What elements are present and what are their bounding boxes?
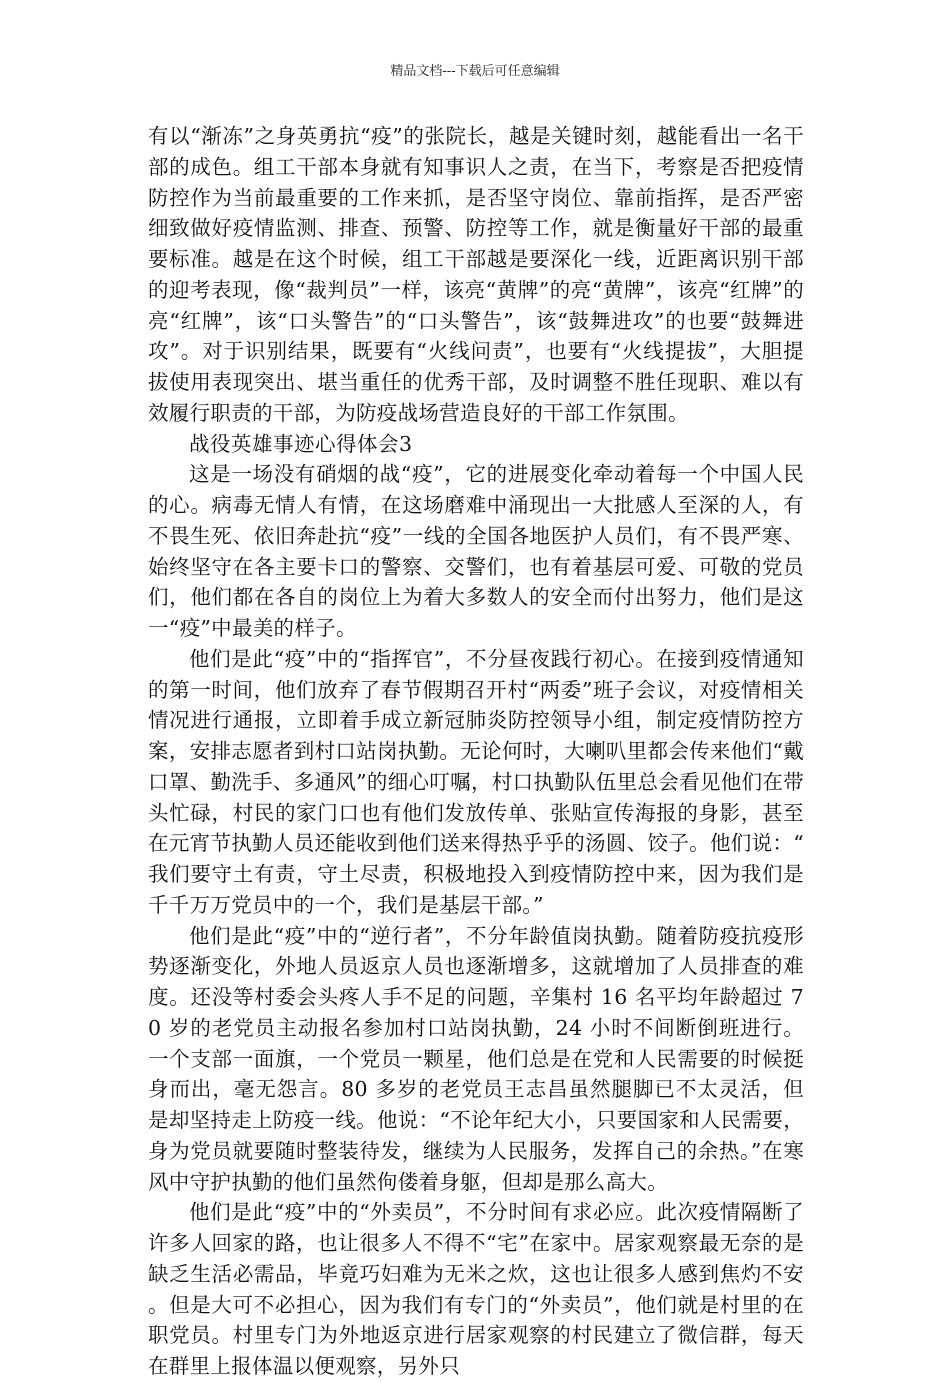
page-header: 精品文档---下载后可任意编辑 — [390, 64, 560, 79]
paragraph-3: 他们是此“疫”中的“指挥官”，不分昼夜践行初心。在接到疫情通知的第一时间，他们放弃了春节假期召开村“两委”班子会议，对疫情相关情况进行通报，立即着手成立新冠肺炎防控领导小组，制定疫情防控方案，安排志愿者到村口站岗执勤。无论何时，大喇叭里都会传来他们“戴口罩、勤洗手、多通风”的细心叮嘱，村口执勤队伍里总会看见他们在带头忙碌，村民的家门口也有他们发放传单、张贴宣传海报的身影，甚至在元宵节执勤人员还能收到他们送来得热乎乎的汤圆、饺子。他们说：“我们要守土有责，守土尽责，积极地投入到疫情防控中来，因为我们是千千万万党员中的一个，我们是基层干部。” — [148, 646, 804, 917]
section-heading: 战役英雄事迹心得体会3 — [189, 431, 413, 456]
paragraph-2: 这是一场没有硝烟的战“疫”，它的进展变化牵动着每一个中国人民的心。病毒无情人有情，在这场磨难中涌现出一大批感人至深的人，有不畏生死、依旧奔赴抗“疫”一线的全国各地医护人员们，有不畏严寒、始终坚守在各主要卡口的警察、交警们，也有着基层可爱、可敬的党员们，他们都在各自的岗位上为着大多数人的安全而付出努力，他们是这一“疫”中最美的样子。 — [148, 462, 804, 640]
paragraph-4: 他们是此“疫”中的“逆行者”，不分年龄值岗执勤。随着防疫抗疫形势逐渐变化，外地人员返京人员也逐渐增多，这就增加了人员排查的难度。还没等村委会头疼人手不足的问题，辛集村 16 名平均年龄超过 70 岁的老党员主动报名参加村口站岗执勤，24 小时不间断倒班进行。一个支部一面旗，一个党员一颗星，他们总是在党和人民需要的时候挺身而出，毫无怨言。80 多岁的老党员王志昌虽然腿脚已不太灵活，但是却坚持走上防疫一线。他说：“不论年纪大小，只要国家和人民需要，身为党员就要随时整装待发，继续为人民服务，发挥自己的余热。”在寒风中守护执勤的他们虽然佝偻着身躯，但却是那么高大。 — [148, 923, 804, 1194]
document-body — [148, 121, 804, 1382]
paragraph-1: 有以“渐冻”之身英勇抗“疫”的张院长，越是关键时刻，越能看出一名干部的成色。组工干部本身就有知事识人之责，在当下，考察是否把疫情防控作为当前最重要的工作来抓，是否坚守岗位、靠前指挥，是否严密细致做好疫情监测、排查、预警、防控等工作，就是衡量好干部的最重要标准。越是在这个时候，组工干部越是要深化一线，近距离识别干部的迎考表现，像“裁判员”一样，该亮“黄牌”的亮“黄牌”，该亮“红牌”的亮“红牌”，该“口头警告”的“口头警告”，该“鼓舞进攻”的也要“鼓舞进攻”。对于识别结果，既要有“火线问责”，也要有“火线提拔”，大胆提拔使用表现突出、堪当重任的优秀干部，及时调整不胜任现职、难以有效履行职责的干部，为防疫战场营造良好的干部工作氛围。 — [148, 124, 804, 425]
paragraph-5: 他们是此“疫”中的“外卖员”，不分时间有求必应。此次疫情隔断了许多人回家的路，也让很多人不得不“宅”在家中。居家观察最无奈的是缺乏生活必需品，毕竟巧妇难为无米之炊，这也让很多人感到焦灼不安。但是大可不必担心，因为我们有专门的“外卖员”，他们就是村里的在职党员。村里专门为外地返京进行居家观察的村民建立了微信群，每天在群里上报体温以便观察，另外只 — [148, 1200, 804, 1378]
